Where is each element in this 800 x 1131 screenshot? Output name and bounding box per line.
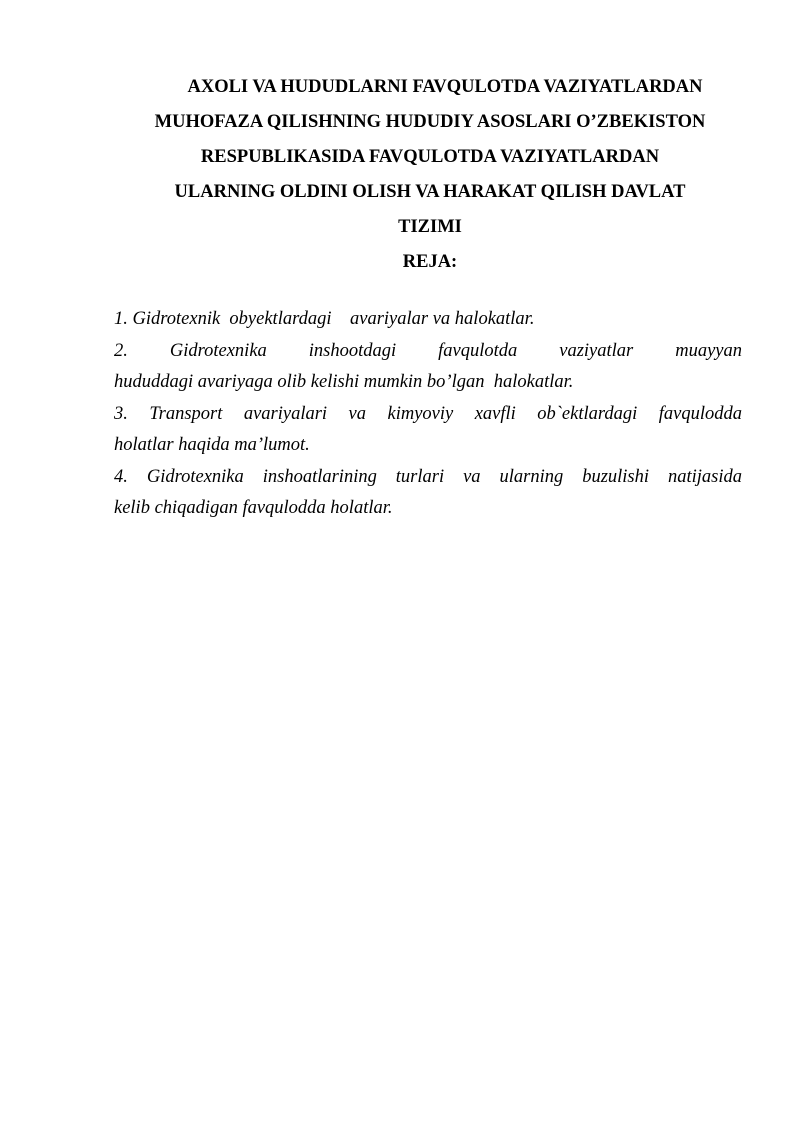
title-line: TIZIMI (398, 217, 462, 237)
plan-heading: REJA: (402, 252, 458, 272)
title-line: RESPUBLIKASIDA FAVQULOTDA VAZIYATLARDAN (200, 147, 660, 167)
plan-item (114, 399, 742, 462)
title-line: AXOLI VA HUDUDLARNI FAVQULOTDA VAZIYATLARDAN (187, 77, 703, 97)
plan-item-line: 3. Transport avariyalari va kimyoviy xavfli ob`ektlardagi favqulodda (114, 403, 742, 424)
plan-list (114, 304, 742, 525)
plan-item-line: kelib chiqadigan favqulodda holatlar. (114, 498, 393, 518)
plan-item-line: holatlar haqida ma’lumot. (114, 435, 310, 455)
plan-item-line: 4. Gidrotexnika inshoatlarining turlari va ularning buzulishi natijasida (114, 466, 742, 487)
plan-item-line: 1. Gidrotexnik obyektlardagi avariyalar va halokatlar. (114, 309, 535, 329)
plan-item (114, 462, 742, 525)
plan-item-line: hududdagi avariyaga olib kelishi mumkin bo’lgan halokatlar. (114, 372, 574, 392)
plan-item (114, 336, 742, 399)
plan-item (114, 304, 742, 336)
plan-item-line: 2. Gidrotexnika inshootdagi favqulotda vaziyatlar muayyan (114, 340, 742, 361)
title-line: MUHOFAZA QILISHNING HUDUDIY ASOSLARI O’ZBEKISTON (154, 112, 706, 132)
title-line: ULARNING OLDINI OLISH VA HARAKAT QILISH DAVLAT (174, 182, 686, 202)
document-title (110, 70, 750, 245)
